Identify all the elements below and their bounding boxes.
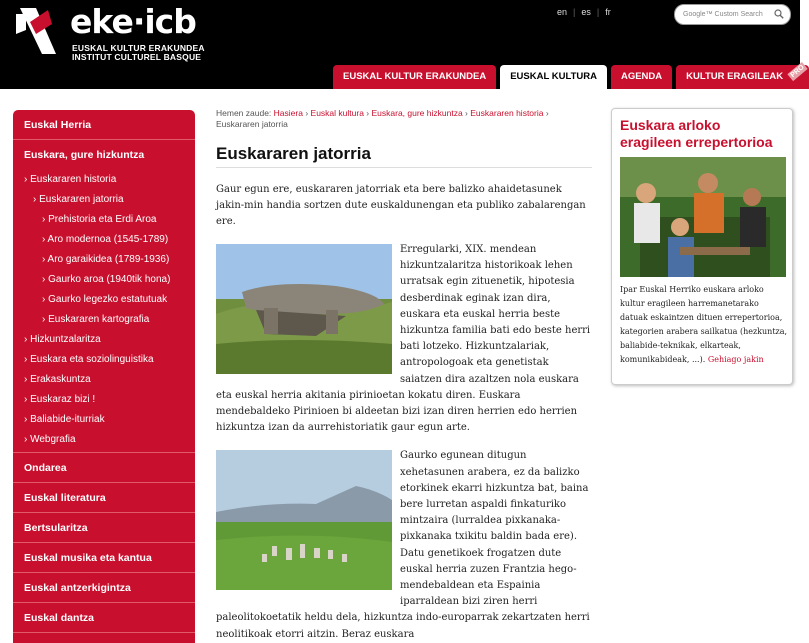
lang-es[interactable]: es: [581, 7, 591, 17]
intro-paragraph: Gaur egun ere, euskararen jatorriak eta bere balizko ahaidetasunek jakin-min handia sortzen dute euskaldunengan eta publiko zabalarengan ere.: [216, 184, 586, 227]
site-logo[interactable]: [16, 4, 246, 64]
sidebar-subitem[interactable]: › Webgrafia: [24, 434, 76, 445]
sidebar-group-euskara: [13, 140, 195, 453]
sidebar-item-literatura[interactable]: Euskal literatura: [13, 483, 195, 513]
lang-fr[interactable]: fr: [605, 7, 611, 17]
sidebar-item-ondarea[interactable]: Ondarea: [13, 453, 195, 483]
tab-kultur-eragileak[interactable]: [676, 65, 809, 89]
lang-en[interactable]: en: [557, 7, 568, 17]
cromlech-photo: [216, 450, 392, 590]
pro-badge: PRO: [787, 62, 807, 81]
sidebar-subitem[interactable]: › Euskararen historia: [24, 174, 117, 185]
tab-euskal-kultura[interactable]: EUSKAL KULTURA: [500, 65, 607, 89]
content-block-2: [216, 448, 592, 642]
search-icon[interactable]: [774, 9, 784, 19]
sidebar-subitem[interactable]: › Gaurko legezko estatutuak: [42, 294, 168, 305]
sidebar-subitem[interactable]: › Aro garaikidea (1789-1936): [42, 254, 170, 265]
repertory-panel: [611, 108, 793, 385]
breadcrumb-link[interactable]: Hasiera: [273, 108, 303, 118]
main-content: [216, 108, 592, 643]
panel-text: Ipar Euskal Herriko euskara arloko kultur eragileen harremanetarako datuak eskaintzen dituen errepertorioa, kategorien arabera sailkatua (hezkuntza, baliabide-teknikak, elkarteak, komunikabideak, ...).: [620, 285, 788, 364]
logo-mark-icon: [16, 4, 60, 60]
breadcrumb-link[interactable]: Euskal kultura: [310, 108, 364, 118]
sidebar-subitem[interactable]: › Aro modernoa (1545-1789): [42, 234, 169, 245]
sidebar-subitem[interactable]: › Erakaskuntza: [24, 374, 91, 385]
tab-euskal-kultur-erakundea[interactable]: EUSKAL KULTUR ERAKUNDEA: [333, 65, 496, 89]
search-placeholder: Google™ Custom Search: [683, 11, 763, 18]
sidebar-subitem[interactable]: › Prehistoria eta Erdi Aroa: [42, 214, 157, 225]
sidebar-subitem[interactable]: › Euskararen jatorria: [33, 194, 124, 205]
language-switcher: [551, 7, 617, 17]
panel-more-link[interactable]: Gehiago jakin: [707, 355, 764, 364]
tab-agenda[interactable]: AGENDA: [611, 65, 672, 89]
sidebar-subitem[interactable]: › Euskara eta soziolinguistika: [24, 354, 154, 365]
sidebar-item-antzerkigintza[interactable]: Euskal antzerkigintza: [13, 573, 195, 603]
breadcrumb-current: Euskararen jatorria: [216, 119, 288, 129]
top-navigation: [333, 65, 809, 89]
paragraph-1: Erregularki, XIX. mendean hizkuntzalaritza historikoak lehen urratsak egin zituenetik, hipotesia desberdinak eginak izan dira, euskara eta euskal herria beste hizkuntza familia bati edo beste herri bati lotzeko. Hizkuntzalariak, antropologoak eta genetistak saiatzen dira azaltzen nola euskara eta euskal herria akitania pirinioetan kokatu diren. Euskara mendebaldeko Pirinioen bi aldeetan bizi izan diren herrien edo herrien hizkuntza izan da aurrehistoriatik gaur egun arte.: [216, 244, 591, 434]
dolmen-photo: [216, 244, 392, 374]
breadcrumb-link[interactable]: Euskara, gure hizkuntza: [371, 108, 463, 118]
breadcrumb-prefix: Hemen zaude:: [216, 108, 272, 118]
breadcrumb: Hemen zaude: Hasiera › Euskal kultura › Euskara, gure hizkuntza › Euskararen historia › Euskararen jatorria: [216, 108, 549, 129]
sidebar-subitem[interactable]: › Baliabide-iturriak: [24, 414, 105, 425]
lang-separator: |: [596, 7, 600, 17]
logo-wordmark: eke·icb: [70, 2, 196, 41]
sidebar-subitem[interactable]: › Hizkuntzalaritza: [24, 334, 101, 345]
sidebar-item-bertsularitza[interactable]: Bertsularitza: [13, 513, 195, 543]
panel-title[interactable]: Euskara arloko eragileen errepertorioa: [620, 117, 773, 150]
tab-kultur-eragileak-label: KULTUR ERAGILEAK: [686, 71, 784, 82]
panel-photo[interactable]: [620, 157, 786, 277]
sidebar-subitem[interactable]: › Gaurko aroa (1940tik hona): [42, 274, 171, 285]
sidebar-item-euskal-herria[interactable]: Euskal Herria: [13, 110, 195, 140]
sidebar-item-musika[interactable]: Euskal musika eta kantua: [13, 543, 195, 573]
search-input[interactable]: [674, 4, 791, 25]
content-block-1: [216, 242, 592, 436]
sidebar-item-euskara[interactable]: Euskara, gure hizkuntza: [24, 149, 145, 161]
breadcrumb-link[interactable]: Euskararen historia: [470, 108, 544, 118]
site-header: [0, 0, 806, 89]
sidebar-subitem[interactable]: › Euskaraz bizi !: [24, 394, 96, 405]
logo-subtitle-2: INSTITUT CULTUREL BASQUE: [72, 52, 202, 62]
panel-description: [620, 283, 788, 367]
sidebar-subitem[interactable]: › Euskararen kartografia: [42, 314, 150, 325]
logo-subtitle-1: EUSKAL KULTUR ERAKUNDEA: [72, 43, 205, 53]
page-title: Euskararen jatorria: [216, 144, 592, 168]
lang-separator: |: [573, 7, 576, 17]
paragraph-2: Gaurko egunean ditugun xehetasunen arabera, ez da balizko etorkinek ekarri hizkuntza bat, baina bere lurretan aspaldi finkaturiko mintzaira (lurraldea pixkanaka-pixkanaka txikitu baldin bada ere). Datu genetikoek frogatzen dute euskal herria zuzen Frantzia hego-mendebaldean eta Espainia iparraldean bizi ziren herri paleolitokoetatik heldu dela, hizkuntza indo-europarrak zekartzaten herri neolitikoak etorri aitzin. Beraz euskara: [216, 450, 590, 640]
sidebar-item-dantza[interactable]: Euskal dantza: [13, 603, 195, 633]
sidebar-nav: [13, 110, 195, 643]
